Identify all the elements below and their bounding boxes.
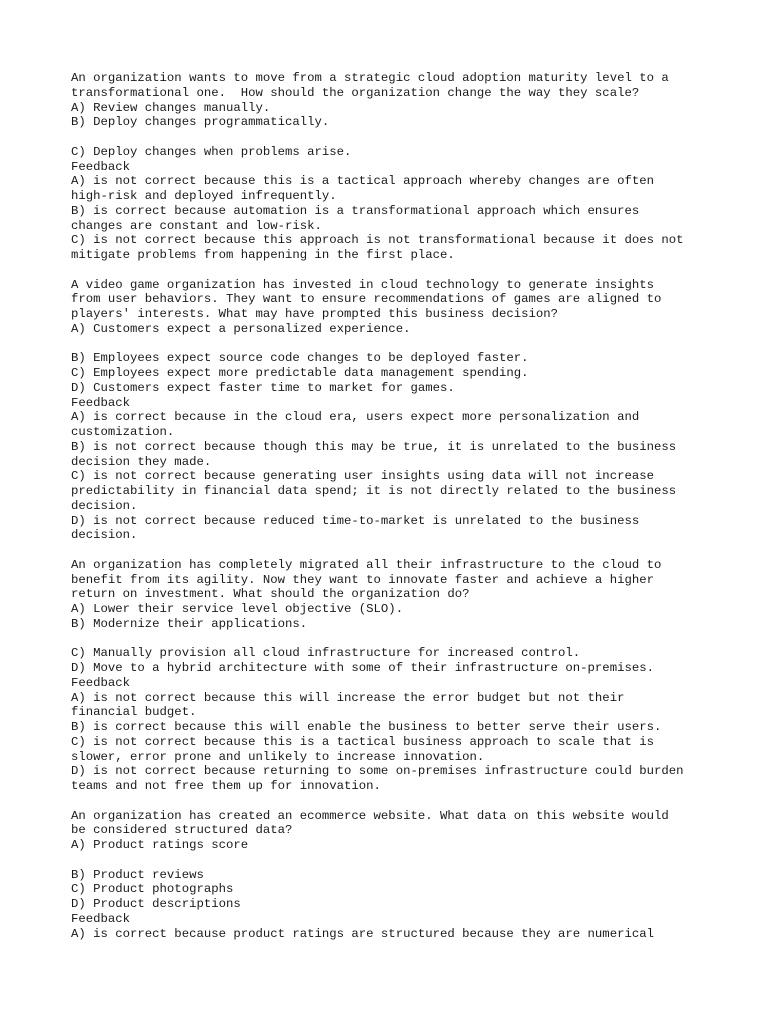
- text-line: players' interests. What may have prompted this business decision?: [71, 307, 559, 321]
- text-line: C) is not correct because this approach is not transformational because it does not: [71, 233, 684, 248]
- text-line: D) is not correct because reduced time-to-market is unrelated to the business: [71, 513, 640, 528]
- text-line: from user behaviors. They want to ensure recommendations of games are aligned to: [71, 292, 662, 307]
- text-line: customization.: [71, 425, 175, 439]
- text-line: B) Modernize their applications.: [71, 616, 308, 631]
- text-line: high-risk and deployed infrequently.: [71, 189, 337, 203]
- text-line: An organization has completely migrated all their infrastructure to the cloud to: [71, 557, 662, 572]
- text-line: A) Lower their service level objective (SLO).: [71, 602, 404, 616]
- text-line: An organization has created an ecommerce website. What data on this website would: [71, 808, 669, 823]
- document-page: [71, 71, 731, 941]
- text-line: changes are constant and low-risk.: [71, 218, 322, 233]
- text-line: A) Review changes manually.: [71, 100, 271, 115]
- text-line: A) is correct because product ratings are structured because they are numerical: [71, 926, 654, 941]
- text-line: decision.: [71, 498, 138, 513]
- text-line: D) Product descriptions: [71, 897, 241, 911]
- text-line: predictability in financial data spend; it is not directly related to the business: [71, 484, 677, 498]
- text-line: transformational one. How should the organization change the way they scale?: [71, 85, 640, 100]
- text-line: decision.: [71, 528, 138, 543]
- text-line: A) is not correct because this is a tactical approach whereby changes are often: [71, 174, 654, 189]
- text-line: C) Manually provision all cloud infrastructure for increased control.: [71, 646, 581, 661]
- text-line: C) is not correct because this is a tactical business approach to scale that is: [71, 734, 654, 749]
- text-line: B) is correct because this will enable the business to better serve their users.: [71, 720, 662, 734]
- text-line: An organization wants to move from a strategic cloud adoption maturity level to a: [71, 71, 669, 85]
- blank-line: [71, 263, 731, 278]
- text-line: B) Employees expect source code changes to be deployed faster.: [71, 351, 529, 366]
- text-line: decision they made.: [71, 454, 212, 469]
- text-line: A video game organization has invested in cloud technology to generate insights: [71, 277, 654, 292]
- text-line: A) Product ratings score: [71, 838, 249, 852]
- blank-line: [71, 794, 731, 809]
- text-line: be considered structured data?: [71, 823, 293, 838]
- text-line: D) Customers expect faster time to market for games.: [71, 380, 455, 395]
- text-line: financial budget.: [71, 705, 197, 720]
- text-line: Feedback: [71, 159, 131, 174]
- text-line: B) is not correct because though this may be true, it is unrelated to the business: [71, 439, 677, 454]
- text-line: slower, error prone and unlikely to increase innovation.: [71, 749, 485, 764]
- text-line: A) is not correct because this will increase the error budget but not their: [71, 690, 625, 705]
- blank-line: [71, 853, 731, 868]
- text-line: benefit from its agility. Now they want to innovate faster and achieve a higher: [71, 572, 654, 587]
- blank-line: [71, 543, 731, 558]
- text-line: Feedback: [71, 675, 131, 690]
- text-line: A) Customers expect a personalized experience.: [71, 321, 411, 336]
- text-line: teams and not free them up for innovation.: [71, 779, 381, 793]
- text-line: B) Product reviews: [71, 867, 204, 882]
- text-line: A) is correct because in the cloud era, users expect more personalization and: [71, 410, 640, 425]
- text-line: Feedback: [71, 911, 131, 926]
- text-line: C) is not correct because generating user insights using data will not increase: [71, 469, 654, 484]
- blank-line: [71, 130, 731, 145]
- text-line: mitigate problems from happening in the first place.: [71, 248, 455, 262]
- blank-line: [71, 632, 731, 647]
- text-line: B) Deploy changes programmatically.: [71, 115, 330, 130]
- text-line: C) Product photographs: [71, 882, 234, 897]
- text-line: D) is not correct because returning to some on-premises infrastructure could burden: [71, 764, 684, 779]
- text-line: C) Employees expect more predictable data management spending.: [71, 366, 529, 380]
- text-line: C) Deploy changes when problems arise.: [71, 144, 352, 159]
- text-line: D) Move to a hybrid architecture with some of their infrastructure on-premises.: [71, 661, 654, 675]
- blank-line: [71, 337, 731, 352]
- text-line: B) is correct because automation is a transformational approach which ensures: [71, 203, 640, 218]
- text-line: Feedback: [71, 395, 131, 410]
- text-line: return on investment. What should the organization do?: [71, 587, 470, 602]
